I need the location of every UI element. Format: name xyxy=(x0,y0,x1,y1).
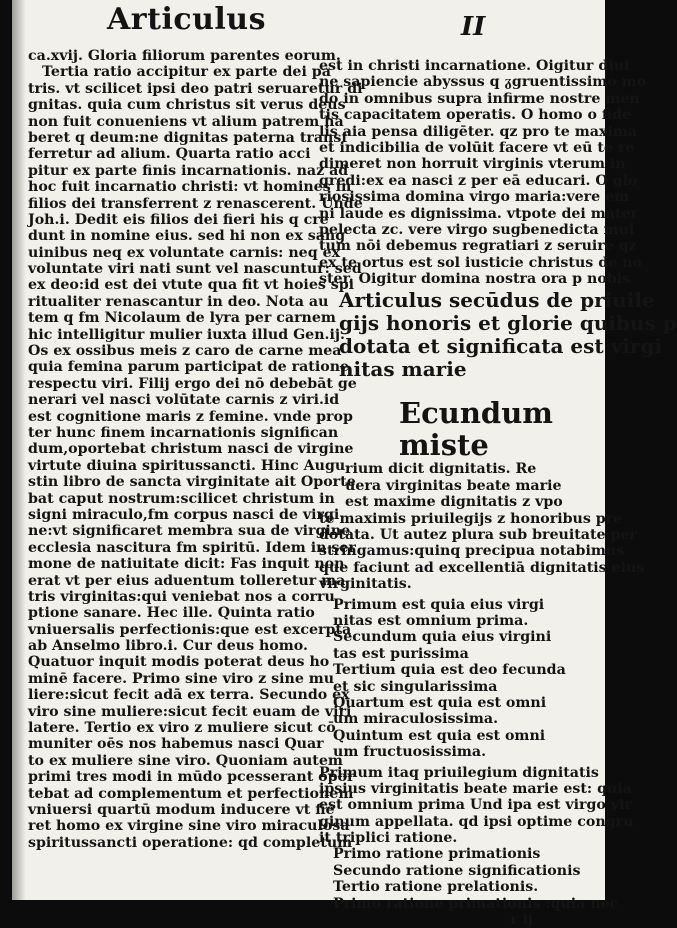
text-line: ferretur ad alium. Quarta ratio acci xyxy=(28,146,311,163)
text-line: rium dicit dignitatis. Re xyxy=(345,461,537,478)
decorated-initial-words: Ecundum miste xyxy=(399,396,553,463)
text-line: Joh.i. Dedit eis filios dei fieri his q cre xyxy=(28,211,329,228)
section-body xyxy=(319,461,645,593)
reason-line: Primo ratione primationis xyxy=(333,846,541,863)
privilege-line: tas est purissima xyxy=(333,645,469,662)
text-line: do in omnibus supra infirme nostre men xyxy=(319,90,640,107)
text-line: Os ex ossibus meis z caro de carne mea xyxy=(28,343,342,360)
text-line: ab Anselmo libro.i. Cur deus homo. xyxy=(28,638,308,655)
text-line: beret q deum:ne dignitas paterna transf xyxy=(28,129,348,146)
left-column xyxy=(28,48,363,851)
running-title: Articulus xyxy=(107,2,267,37)
text-line: est omnium prima Und ipa est virgo vir xyxy=(319,797,632,814)
text-line: quia femina parum participat de ratione xyxy=(28,359,350,376)
text-line: que faciunt ad excellentiā dignitatis eius xyxy=(319,559,645,576)
text-line: dimeret non horruit virginis vterum in xyxy=(319,156,626,173)
text-line: est in christi incarnatione. Oigitur diui xyxy=(319,58,630,74)
text-line: uinibus neq ex voluntate carnis: neq ex xyxy=(28,244,341,261)
right-column xyxy=(319,58,677,928)
text-line: vniuersi quartū modum inducere vt fie xyxy=(28,801,335,818)
privileges-list xyxy=(319,597,597,761)
heading-line: dotata et significata est virgi xyxy=(339,334,662,359)
signature-mark: r ij xyxy=(510,912,533,928)
text-line: ni laude es dignissima. vtpote dei mater xyxy=(319,205,638,222)
text-line: pitur ex parte finis incarnationis. naz ad xyxy=(28,162,349,179)
text-line: est cognitione maris z femine. vnde prop xyxy=(28,408,353,425)
text-line: signi miraculo,fm corpus nasci de virgi xyxy=(28,506,340,523)
privilege-line: Quartum est quia est omni xyxy=(333,694,547,711)
text-line: bat caput nostrum:scilicet christum in xyxy=(28,490,335,507)
text-line: spiritussancti operatione: qd completum xyxy=(28,834,353,851)
text-line: tris. vt scilicet ipsi deo patri seruaretur di xyxy=(28,80,363,97)
text-line: ginum appellata. qd ipsi optime congru xyxy=(319,813,634,830)
text-line: dunt in nomine eius. sed hi non ex sang xyxy=(28,228,346,245)
text-line: ne:vt significaret membra sua de virgine xyxy=(28,523,351,540)
gutter-shadow xyxy=(12,0,26,900)
heading-line: gijs honoris et glorie quibus p xyxy=(339,311,677,336)
text-line: latere. Tertio ex viro z muliere sicut cō xyxy=(28,720,336,737)
privilege-line: um miraculosissima. xyxy=(333,711,499,728)
text-line: hic intelligitur mulier iuxta illud Gen.ij. xyxy=(28,326,345,343)
text-line: virtute diuina spiritussancti. Hinc Augu xyxy=(28,457,346,474)
text-line: tem q fm Nicolaum de lyra per carnem xyxy=(28,310,336,327)
privilege-line: Secundum quia eius virgini xyxy=(333,629,552,646)
text-line: ptione sanare. Hec ille. Quinta ratio xyxy=(28,605,315,622)
folio-number: II xyxy=(461,12,486,42)
reason-line: Secundo ratione significationis xyxy=(333,862,581,879)
text-line: hoc fuit incarnatio christi: vt homines in xyxy=(28,179,352,196)
text-line: viro sine muliere:sicut fecit euam de viri xyxy=(28,703,352,720)
text-line: voluntate viri nati sunt vel nascuntur: sed xyxy=(28,261,362,278)
text-line: ret homo ex virgine sine viro miraculosa xyxy=(28,818,350,835)
text-line: respectu viri. Filij ergo dei nō debebāt ge xyxy=(28,375,357,392)
article-heading xyxy=(319,288,677,382)
privilege-line: Quintum est quia est omni xyxy=(333,727,546,744)
text-line: virginitatis. xyxy=(319,576,412,593)
privilege-line: Tertium quia est deo fecunda xyxy=(333,662,566,679)
text-line: ster. Oigitur domina nostra ora p nobis xyxy=(319,271,631,288)
text-line: pelecta zc. vere virgo sugbenedicta mul xyxy=(319,221,635,238)
text-line: filios dei transferrent z renascerent. Unde xyxy=(28,195,363,212)
text-line: tis capacitatem operatis. O homo o fide xyxy=(319,107,632,124)
text-line: vniuersalis perfectionis:que est excerpta xyxy=(28,621,352,638)
text-line: ex te ortus est sol iusticie christus de no xyxy=(319,254,642,271)
text-line: te maximis priuilegijs z honoribus pre xyxy=(319,510,623,527)
book-page xyxy=(12,0,677,928)
first-privilege-text xyxy=(319,764,634,847)
reason-line: Tertio ratione prelationis. xyxy=(333,879,539,896)
privilege-line: Primum est quia eius virgi xyxy=(333,596,545,613)
text-line: non fuit conueniens vt alium patrem ha xyxy=(28,113,344,130)
text-line: primi tres modi in mūdo pcesserant opor xyxy=(28,769,355,786)
text-line: Quatuor inquit modis poterat deus ho xyxy=(28,654,330,671)
text-line: ipsius virginitatis beate marie est: quia xyxy=(319,780,632,797)
privilege-line: um fructuosissima. xyxy=(333,744,487,761)
text-line: tum nōi debemus regratiari z seruire qz xyxy=(319,238,637,255)
text-line: ritualiter renascantur in deo. Nota au xyxy=(28,293,329,310)
section-opening xyxy=(319,397,597,461)
text-line: ecclesia nascitura fm spiritū. Idem in ser xyxy=(28,539,356,556)
text-line: nerari vel nasci volūtate carnis z viri.id xyxy=(28,392,340,409)
text-line: lis aia pensa diligēter. qz pro te maxima xyxy=(319,123,637,140)
text-line: ca.xvij. Gloria filiorum parentes eorum. xyxy=(28,48,341,64)
text-line: ne sapiencie abyssus q ᵹgruentissimo mo xyxy=(319,74,647,91)
text-line: gnitas. quia cum christus sit verus deus xyxy=(28,97,346,114)
text-line: minē facere. Primo sine viro z sine mu xyxy=(28,670,335,687)
text-line: to ex muliere sine viro. Quoniam autem xyxy=(28,752,343,769)
privilege-line: et sic singularissima xyxy=(333,678,498,695)
text-line: muniter oēs nos habemus nasci Quar xyxy=(28,736,324,753)
text-line: stringamus:quinq precipua notabimus xyxy=(319,543,625,560)
right-column-opening-text xyxy=(319,58,647,288)
text-line: ter hunc finem incarnationis significan xyxy=(28,424,339,441)
text-line: liere:sicut fecit adā ex terra. Secundo ex xyxy=(28,687,350,704)
text-line: mone de natiuitate dicit: Fas inquit non xyxy=(28,556,345,573)
text-line: dum,oportebat christum nasci de virgine xyxy=(28,441,354,458)
text-line: riosissima domina virgo maria:vere em xyxy=(319,189,630,206)
text-line: erat vt per eius aduentum tolleretur ma xyxy=(28,572,346,589)
text-line: stin libro de sancta virginitate ait Oporte xyxy=(28,474,356,491)
privilege-line: nitas est omnium prima. xyxy=(333,612,529,629)
text-line: gredi:ex ea nasci z per eā educari. O glo xyxy=(319,172,638,189)
heading-line: nitas marie xyxy=(339,357,467,382)
reasons-list xyxy=(319,846,619,912)
heading-line: Articulus secūdus de priuile xyxy=(339,288,655,313)
text-line: tris virginitas:qui veniebat nos a corru xyxy=(28,588,335,605)
text-line: Primum itaq priuilegium dignitatis xyxy=(319,764,599,781)
text-line: est maxime dignitatis z vpo xyxy=(345,494,563,511)
text-line: ex deo:id est dei vtute qua fit vt hoies spi xyxy=(28,277,355,294)
text-line: it triplici ratione. xyxy=(319,830,458,847)
text-line: tebat ad complementum et perfectionem xyxy=(28,785,354,802)
text-line: Tertia ratio accipitur ex parte dei pa xyxy=(42,64,331,81)
text-line: uera virginitas beate marie xyxy=(345,477,562,494)
text-line: et indicibilia de volūit facere vt eū te re xyxy=(319,139,635,156)
text-line: dotata. Ut autez plura sub breuitate per xyxy=(319,527,637,544)
reason-line: Primo ratione primationis :quia nec xyxy=(333,895,619,912)
